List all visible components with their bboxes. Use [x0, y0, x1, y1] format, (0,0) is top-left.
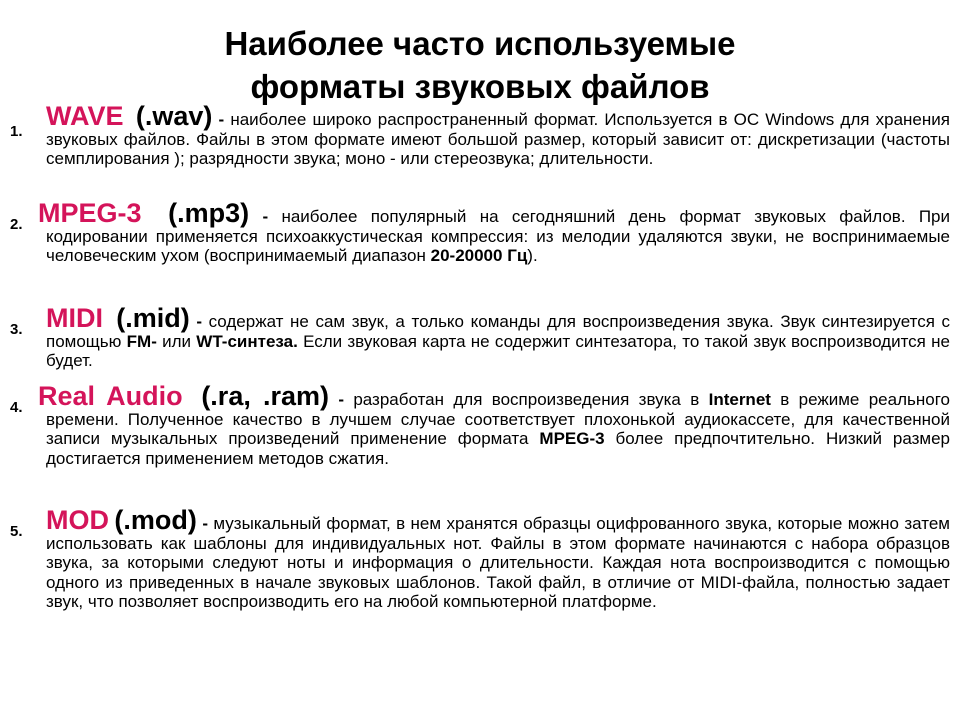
format-name: MOD [46, 505, 109, 535]
item-description-mid: в режиме реального времени. Полученное качество в лучшем случае соответствует плохонькой аудиокассете, для качественной записи музыкальных произведений применение формата [46, 390, 950, 448]
format-list [0, 101, 960, 612]
item-description-end: более предпочтительно. Низкий размер достигается применением методов сжатия. [46, 429, 950, 468]
mpeg3-term: MPEG-3 [539, 429, 605, 448]
item-description-end: ). [527, 246, 538, 265]
item-description-end: Если звуковая карта не содержит синтезатора, то такой звук воспроизводится не будет. [46, 331, 950, 370]
item-number: 4. [10, 399, 23, 416]
title-line-2: форматы звуковых файлов [250, 68, 710, 105]
item-description: наиболее популярный на сегодняшний день формат звуковых файлов. При кодировании применяется психоаккустическая компрессия: из мелодии удаляются звуки, не воспринимаемые человеческим ухом (воспринимаемый диапазон [46, 207, 951, 265]
format-name: MIDI [46, 303, 103, 333]
item-dash: - [218, 110, 225, 129]
item-paragraph [38, 198, 951, 266]
item-paragraph [38, 381, 950, 468]
item-number: 3. [10, 321, 23, 338]
fm-synthesis-term: FM- [126, 331, 157, 351]
item-paragraph [46, 505, 950, 612]
format-extension: (.ra, .ram) [201, 381, 329, 411]
list-item-midi [10, 303, 950, 387]
item-number: 2. [10, 216, 23, 233]
item-description: содержат не сам звук, а только команды для воспроизведения звука. Звук синтезируется с помощью [46, 312, 950, 351]
list-item-mpeg3 [10, 198, 951, 309]
page-title [0, 22, 960, 108]
internet-term: Internet [708, 390, 771, 409]
format-extension: (.wav) [135, 101, 213, 131]
title-line-1: Наиболее часто используемые [224, 25, 736, 62]
format-extension: (.mp3) [168, 198, 250, 228]
frequency-range: 20-20000 Гц [430, 246, 528, 265]
item-dash: - [338, 390, 344, 409]
item-paragraph [46, 303, 950, 371]
list-item-real-audio [10, 381, 950, 511]
format-extension: (.mid) [116, 303, 190, 333]
list-item-wave [10, 101, 950, 204]
format-name: Real Audio [38, 381, 183, 411]
item-description-mid: или [162, 331, 192, 351]
item-number: 5. [10, 523, 23, 540]
item-number: 1. [10, 123, 23, 140]
format-name: MPEG-3 [38, 198, 142, 228]
item-description: наиболее широко распространенный формат. Используется в ОС Windows для хранения звуковых файлов. Файлы в этом формате имеют большой размер, который зависит от: дискретизации (частоты семплирования ); разрядности звука; моно - или стереозвука; длительности. [46, 110, 950, 168]
item-dash: - [202, 514, 208, 533]
list-item-mod [10, 505, 950, 612]
item-dash: - [196, 312, 202, 331]
item-dash: - [262, 207, 269, 226]
item-paragraph [46, 101, 950, 169]
format-extension: (.mod) [114, 505, 197, 535]
format-name: WAVE [46, 101, 124, 131]
wt-synthesis-term: WT-синтеза. [196, 331, 298, 351]
item-description: разработан для воспроизведения звука в [353, 390, 700, 409]
item-description: музыкальный формат, в нем хранятся образцы оцифрованного звука, которые можно затем использовать как шаблоны для индивидуальных нот. Файлы в этом формате начинаются с набора образцов звука, за которыми следуют ноты и информация о длительности. Каждая нота воспроизводится с помощью одного из приведенных в начале звуковых шаблонов. Такой файл, в отличие от MIDI-файла, полностью задает звук, что позволяет воспроизводить его на любой компьютерной платформе. [46, 514, 950, 611]
